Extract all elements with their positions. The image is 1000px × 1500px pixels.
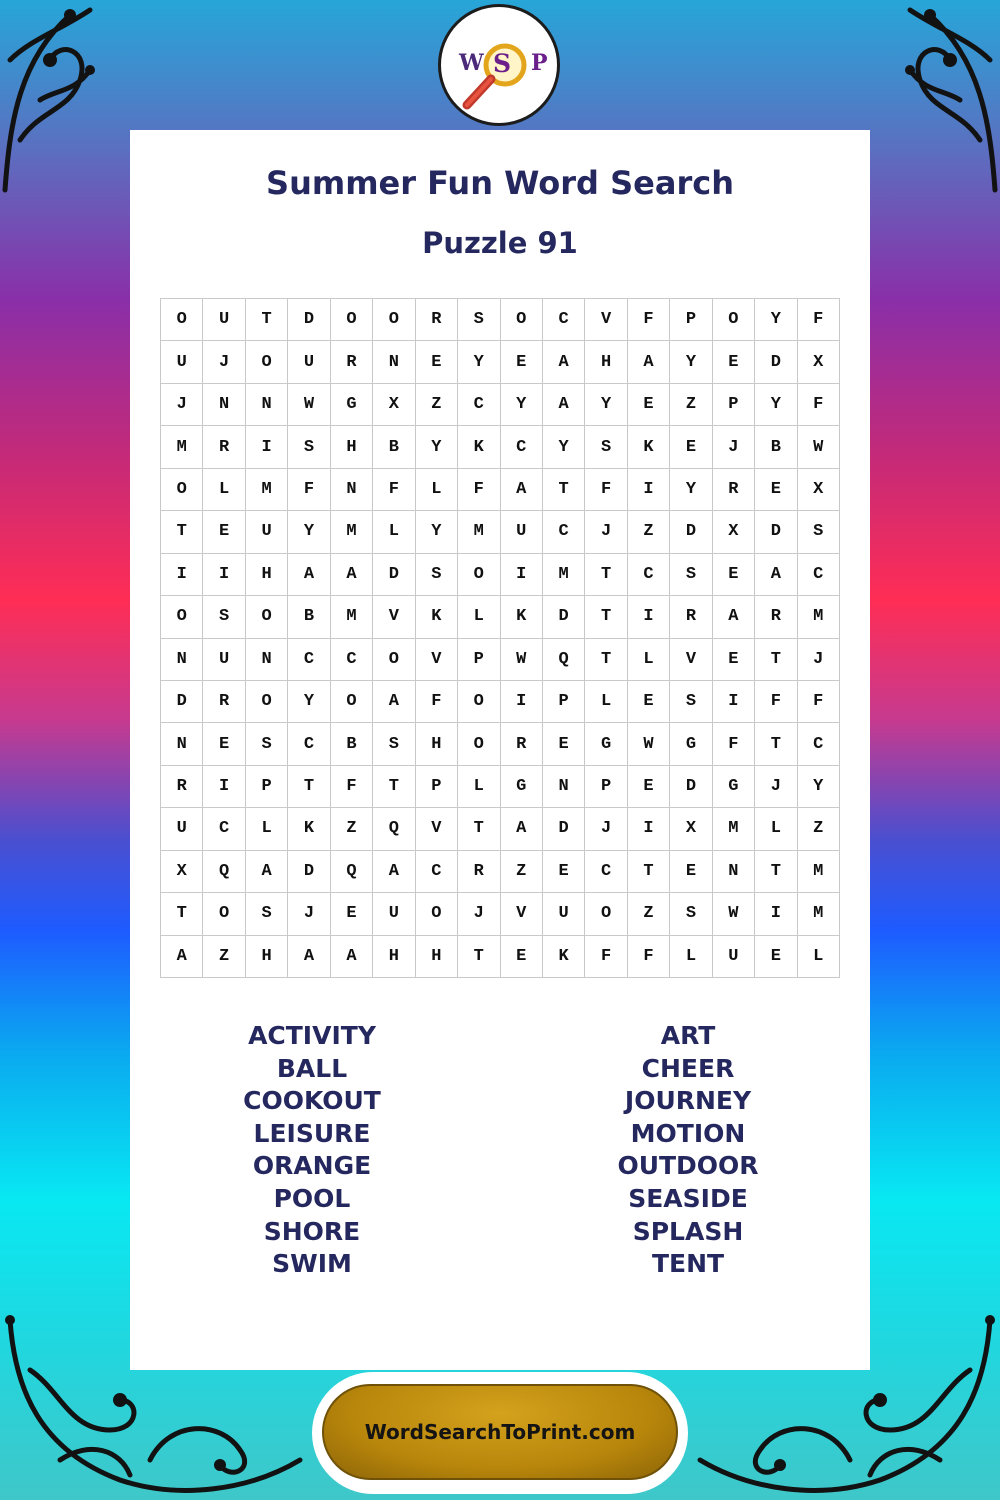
grid-cell[interactable]: S — [288, 426, 330, 468]
grid-cell[interactable]: L — [670, 936, 712, 978]
grid-cell[interactable]: J — [755, 766, 797, 808]
grid-cell[interactable]: T — [458, 936, 500, 978]
grid-cell[interactable]: W — [288, 384, 330, 426]
grid-cell[interactable]: I — [203, 766, 245, 808]
grid-cell[interactable]: L — [585, 681, 627, 723]
grid-cell[interactable]: N — [246, 639, 288, 681]
grid-cell[interactable]: V — [501, 893, 543, 935]
grid-cell[interactable]: G — [331, 384, 373, 426]
grid-cell[interactable]: B — [755, 426, 797, 468]
grid-cell[interactable]: E — [670, 851, 712, 893]
puzzle-number: Puzzle 91 — [422, 226, 578, 260]
grid-cell[interactable]: W — [713, 893, 755, 935]
grid-cell[interactable]: R — [416, 299, 458, 341]
grid-cell[interactable]: T — [246, 299, 288, 341]
grid-cell[interactable]: W — [798, 426, 840, 468]
grid-cell[interactable]: G — [713, 766, 755, 808]
grid-cell[interactable]: U — [288, 341, 330, 383]
grid-cell[interactable]: L — [416, 469, 458, 511]
grid-cell[interactable]: X — [713, 511, 755, 553]
grid-cell[interactable]: Y — [755, 384, 797, 426]
word-list-item: SEASIDE — [628, 1183, 748, 1213]
grid-cell[interactable]: N — [203, 384, 245, 426]
grid-cell[interactable]: O — [458, 681, 500, 723]
grid-cell[interactable]: U — [246, 511, 288, 553]
logo-letter-s: S — [493, 49, 512, 78]
grid-cell[interactable]: C — [543, 299, 585, 341]
grid-cell[interactable]: H — [416, 723, 458, 765]
grid-cell[interactable]: O — [458, 723, 500, 765]
grid-cell[interactable]: M — [798, 893, 840, 935]
grid-cell[interactable]: C — [458, 384, 500, 426]
grid-cell[interactable]: O — [246, 596, 288, 638]
grid-cell[interactable]: K — [288, 808, 330, 850]
grid-cell[interactable]: A — [288, 936, 330, 978]
grid-cell[interactable]: C — [288, 639, 330, 681]
grid-cell[interactable]: A — [288, 554, 330, 596]
grid-cell[interactable]: Y — [755, 299, 797, 341]
grid-cell[interactable]: N — [331, 469, 373, 511]
grid-cell[interactable]: J — [458, 893, 500, 935]
grid-cell[interactable]: J — [798, 639, 840, 681]
grid-cell[interactable]: R — [203, 681, 245, 723]
grid-cell[interactable]: T — [755, 639, 797, 681]
grid-cell[interactable]: Z — [628, 893, 670, 935]
grid-cell[interactable]: O — [331, 299, 373, 341]
grid-cell[interactable]: U — [373, 893, 415, 935]
word-list-item: MOTION — [630, 1118, 746, 1148]
grid-cell[interactable]: L — [755, 808, 797, 850]
grid-cell[interactable]: E — [501, 341, 543, 383]
grid-cell[interactable]: F — [798, 384, 840, 426]
word-list-item: SPLASH — [632, 1216, 744, 1246]
grid-cell[interactable]: L — [246, 808, 288, 850]
grid-cell[interactable]: F — [798, 681, 840, 723]
grid-cell[interactable]: O — [373, 299, 415, 341]
grid-cell[interactable]: M — [543, 554, 585, 596]
grid-cell[interactable]: Q — [373, 808, 415, 850]
grid-cell[interactable]: D — [670, 511, 712, 553]
grid-cell[interactable]: C — [203, 808, 245, 850]
grid-cell[interactable]: O — [246, 341, 288, 383]
grid-cell[interactable]: I — [628, 596, 670, 638]
grid-cell[interactable]: W — [628, 723, 670, 765]
grid-cell[interactable]: A — [373, 681, 415, 723]
grid-cell[interactable]: I — [501, 554, 543, 596]
grid-cell[interactable]: I — [755, 893, 797, 935]
grid-cell[interactable]: C — [798, 723, 840, 765]
grid-cell[interactable]: J — [161, 384, 203, 426]
grid-cell[interactable]: A — [373, 851, 415, 893]
grid-cell[interactable]: P — [670, 299, 712, 341]
grid-cell[interactable]: N — [246, 384, 288, 426]
grid-cell[interactable]: R — [458, 851, 500, 893]
grid-cell[interactable]: E — [543, 723, 585, 765]
grid-cell[interactable]: E — [416, 341, 458, 383]
grid-cell[interactable]: S — [670, 554, 712, 596]
grid-cell[interactable]: I — [161, 554, 203, 596]
grid-cell[interactable]: O — [501, 299, 543, 341]
grid-cell[interactable]: T — [585, 554, 627, 596]
grid-cell[interactable]: X — [798, 469, 840, 511]
grid-cell[interactable]: O — [373, 639, 415, 681]
grid-cell[interactable]: E — [755, 936, 797, 978]
grid-cell[interactable]: C — [628, 554, 670, 596]
grid-cell[interactable]: Y — [585, 384, 627, 426]
grid-cell[interactable]: E — [203, 511, 245, 553]
word-list-item: COOKOUT — [243, 1086, 381, 1116]
grid-cell[interactable]: F — [331, 766, 373, 808]
grid-cell[interactable]: V — [670, 639, 712, 681]
grid-cell[interactable]: T — [161, 511, 203, 553]
grid-cell[interactable]: T — [458, 808, 500, 850]
grid-cell[interactable]: E — [713, 554, 755, 596]
grid-cell[interactable]: V — [373, 596, 415, 638]
grid-cell[interactable]: O — [203, 893, 245, 935]
grid-cell[interactable]: F — [798, 299, 840, 341]
grid-cell[interactable]: T — [288, 766, 330, 808]
grid-cell[interactable]: K — [543, 936, 585, 978]
page-title: Summer Fun Word Search — [266, 164, 734, 202]
grid-cell[interactable]: S — [670, 681, 712, 723]
grid-cell[interactable]: S — [246, 893, 288, 935]
grid-cell[interactable]: L — [628, 639, 670, 681]
site-logo[interactable] — [438, 4, 560, 126]
grid-cell[interactable]: M — [331, 511, 373, 553]
grid-cell[interactable]: O — [458, 554, 500, 596]
grid-cell[interactable]: L — [458, 766, 500, 808]
website-badge — [312, 1372, 688, 1494]
grid-cell[interactable]: Y — [288, 511, 330, 553]
grid-cell[interactable]: Z — [501, 851, 543, 893]
grid-cell[interactable]: P — [246, 766, 288, 808]
grid-cell[interactable]: Y — [288, 681, 330, 723]
grid-cell[interactable]: V — [416, 639, 458, 681]
grid-cell[interactable]: A — [713, 596, 755, 638]
grid-cell[interactable]: E — [713, 341, 755, 383]
grid-cell[interactable]: M — [331, 596, 373, 638]
grid-cell[interactable]: M — [246, 469, 288, 511]
grid-cell[interactable]: I — [713, 681, 755, 723]
grid-cell[interactable]: Y — [416, 511, 458, 553]
grid-cell[interactable]: F — [713, 723, 755, 765]
grid-cell[interactable]: Y — [501, 384, 543, 426]
grid-cell[interactable]: N — [161, 723, 203, 765]
grid-cell[interactable]: A — [501, 469, 543, 511]
grid-cell[interactable]: P — [713, 384, 755, 426]
grid-cell[interactable]: S — [585, 426, 627, 468]
grid-cell[interactable]: E — [628, 681, 670, 723]
grid-cell[interactable]: E — [670, 426, 712, 468]
grid-cell[interactable]: M — [798, 596, 840, 638]
grid-cell[interactable]: S — [798, 511, 840, 553]
grid-cell[interactable]: A — [628, 341, 670, 383]
grid-cell[interactable]: E — [203, 723, 245, 765]
grid-cell[interactable]: O — [713, 299, 755, 341]
grid-cell[interactable]: O — [161, 596, 203, 638]
grid-cell[interactable]: Y — [670, 341, 712, 383]
grid-cell[interactable]: D — [161, 681, 203, 723]
grid-cell[interactable]: F — [373, 469, 415, 511]
grid-cell[interactable]: J — [713, 426, 755, 468]
grid-cell[interactable]: S — [458, 299, 500, 341]
grid-cell[interactable]: Z — [670, 384, 712, 426]
grid-cell[interactable]: R — [501, 723, 543, 765]
grid-cell[interactable]: K — [416, 596, 458, 638]
grid-cell[interactable]: O — [331, 681, 373, 723]
word-list-right — [528, 1020, 848, 1281]
grid-cell[interactable]: T — [585, 639, 627, 681]
grid-cell[interactable]: Z — [798, 808, 840, 850]
grid-cell[interactable]: O — [585, 893, 627, 935]
grid-cell[interactable]: U — [161, 808, 203, 850]
grid-cell[interactable]: D — [373, 554, 415, 596]
word-list-item: POOL — [273, 1183, 351, 1213]
grid-cell[interactable]: E — [628, 384, 670, 426]
grid-cell[interactable]: H — [585, 341, 627, 383]
grid-cell[interactable]: N — [373, 341, 415, 383]
word-list-item: JOURNEY — [624, 1086, 752, 1116]
grid-cell[interactable]: V — [416, 808, 458, 850]
grid-cell[interactable]: Y — [670, 469, 712, 511]
website-button[interactable] — [322, 1384, 678, 1480]
grid-cell[interactable]: H — [246, 554, 288, 596]
word-list-item: BALL — [276, 1053, 348, 1083]
grid-cell[interactable]: F — [755, 681, 797, 723]
grid-cell[interactable]: K — [628, 426, 670, 468]
grid-cell[interactable]: M — [458, 511, 500, 553]
grid-cell[interactable]: F — [628, 936, 670, 978]
grid-cell[interactable]: V — [585, 299, 627, 341]
grid-cell[interactable]: D — [543, 808, 585, 850]
grid-cell[interactable]: T — [161, 893, 203, 935]
grid-cell[interactable]: Z — [203, 936, 245, 978]
word-list-item: SWIM — [272, 1249, 352, 1279]
grid-cell[interactable]: Y — [458, 341, 500, 383]
grid-cell[interactable]: A — [755, 554, 797, 596]
letter-grid — [160, 298, 840, 978]
grid-cell[interactable]: R — [713, 469, 755, 511]
grid-cell[interactable]: L — [373, 511, 415, 553]
grid-cell[interactable]: K — [501, 596, 543, 638]
grid-cell[interactable]: C — [501, 426, 543, 468]
word-list-item: LEISURE — [253, 1118, 371, 1148]
grid-cell[interactable]: A — [543, 384, 585, 426]
grid-cell[interactable]: D — [755, 511, 797, 553]
grid-cell[interactable]: X — [161, 851, 203, 893]
grid-cell[interactable]: R — [755, 596, 797, 638]
grid-cell[interactable]: H — [331, 426, 373, 468]
grid-cell[interactable]: F — [416, 681, 458, 723]
grid-cell[interactable]: P — [543, 681, 585, 723]
grid-cell[interactable]: Z — [416, 384, 458, 426]
grid-cell[interactable]: A — [161, 936, 203, 978]
grid-cell[interactable]: U — [543, 893, 585, 935]
grid-cell[interactable]: E — [543, 851, 585, 893]
word-list-item: TENT — [651, 1249, 725, 1279]
grid-cell[interactable]: H — [416, 936, 458, 978]
grid-cell[interactable]: U — [713, 936, 755, 978]
grid-cell[interactable]: R — [331, 341, 373, 383]
grid-cell[interactable]: J — [585, 808, 627, 850]
grid-cell[interactable]: D — [755, 341, 797, 383]
grid-cell[interactable]: T — [543, 469, 585, 511]
grid-cell[interactable]: Y — [543, 426, 585, 468]
grid-cell[interactable]: C — [416, 851, 458, 893]
grid-cell[interactable]: K — [458, 426, 500, 468]
grid-cell[interactable]: U — [203, 299, 245, 341]
website-label: WordSearchToPrint.com — [364, 1420, 636, 1444]
grid-cell[interactable]: A — [331, 554, 373, 596]
grid-cell[interactable]: X — [798, 341, 840, 383]
grid-cell[interactable]: O — [246, 681, 288, 723]
grid-cell[interactable]: D — [543, 596, 585, 638]
grid-cell[interactable]: Q — [543, 639, 585, 681]
grid-cell[interactable]: E — [755, 469, 797, 511]
grid-cell[interactable]: M — [161, 426, 203, 468]
grid-cell[interactable]: A — [331, 936, 373, 978]
grid-cell[interactable]: R — [161, 766, 203, 808]
grid-cell[interactable]: M — [798, 851, 840, 893]
grid-cell[interactable]: T — [628, 851, 670, 893]
grid-cell[interactable]: C — [585, 851, 627, 893]
grid-cell[interactable]: H — [246, 936, 288, 978]
grid-cell[interactable]: B — [288, 596, 330, 638]
grid-cell[interactable]: S — [373, 723, 415, 765]
grid-cell[interactable]: F — [458, 469, 500, 511]
grid-cell[interactable]: C — [331, 639, 373, 681]
logo-letter-p: P — [531, 50, 548, 76]
grid-cell[interactable]: T — [373, 766, 415, 808]
word-list-item: OUTDOOR — [617, 1151, 759, 1181]
grid-cell[interactable]: S — [416, 554, 458, 596]
grid-cell[interactable]: I — [203, 554, 245, 596]
grid-cell[interactable]: D — [288, 299, 330, 341]
word-list-item: ART — [660, 1021, 716, 1050]
grid-cell[interactable]: N — [161, 639, 203, 681]
grid-cell[interactable]: G — [501, 766, 543, 808]
grid-cell[interactable]: C — [288, 723, 330, 765]
grid-cell[interactable]: R — [203, 426, 245, 468]
grid-cell[interactable]: F — [628, 299, 670, 341]
grid-cell[interactable]: X — [373, 384, 415, 426]
grid-cell[interactable]: P — [416, 766, 458, 808]
grid-cell[interactable]: Y — [416, 426, 458, 468]
grid-cell[interactable]: H — [373, 936, 415, 978]
grid-cell[interactable]: O — [161, 299, 203, 341]
grid-cell[interactable]: D — [670, 766, 712, 808]
grid-cell[interactable]: I — [246, 426, 288, 468]
grid-cell[interactable]: T — [585, 596, 627, 638]
grid-cell[interactable]: M — [713, 808, 755, 850]
word-list-item: ACTIVITY — [248, 1021, 376, 1050]
grid-cell[interactable]: O — [416, 893, 458, 935]
grid-cell[interactable]: Z — [331, 808, 373, 850]
grid-cell[interactable]: T — [755, 723, 797, 765]
logo-letter-w: W — [459, 50, 484, 76]
grid-cell[interactable]: Z — [628, 511, 670, 553]
grid-cell[interactable]: E — [628, 766, 670, 808]
grid-cell[interactable]: D — [288, 851, 330, 893]
grid-cell[interactable]: U — [203, 639, 245, 681]
grid-cell[interactable]: F — [585, 469, 627, 511]
word-list-item: CHEER — [641, 1053, 735, 1083]
grid-cell[interactable]: C — [543, 511, 585, 553]
grid-cell[interactable]: S — [203, 596, 245, 638]
grid-cell[interactable]: L — [203, 469, 245, 511]
grid-cell[interactable]: J — [288, 893, 330, 935]
grid-cell[interactable]: E — [331, 893, 373, 935]
grid-cell[interactable]: E — [713, 639, 755, 681]
grid-cell[interactable]: X — [670, 808, 712, 850]
grid-cell[interactable]: A — [246, 851, 288, 893]
grid-cell[interactable]: T — [755, 851, 797, 893]
grid-cell[interactable]: Q — [331, 851, 373, 893]
grid-cell[interactable]: C — [798, 554, 840, 596]
grid-cell[interactable]: F — [585, 936, 627, 978]
grid-cell[interactable]: W — [501, 639, 543, 681]
grid-cell[interactable]: Q — [203, 851, 245, 893]
grid-cell[interactable]: J — [585, 511, 627, 553]
grid-cell[interactable]: S — [246, 723, 288, 765]
grid-cell[interactable]: E — [501, 936, 543, 978]
grid-cell[interactable]: U — [161, 341, 203, 383]
word-list-left — [152, 1020, 472, 1281]
word-list-item: SHORE — [263, 1216, 361, 1246]
grid-cell[interactable]: B — [373, 426, 415, 468]
grid-cell[interactable]: I — [501, 681, 543, 723]
grid-cell[interactable]: A — [543, 341, 585, 383]
grid-cell[interactable]: J — [203, 341, 245, 383]
grid-cell[interactable]: S — [670, 893, 712, 935]
grid-cell[interactable]: L — [798, 936, 840, 978]
grid-cell[interactable]: P — [585, 766, 627, 808]
grid-cell[interactable]: G — [585, 723, 627, 765]
grid-cell[interactable]: R — [670, 596, 712, 638]
grid-cell[interactable]: G — [670, 723, 712, 765]
grid-cell[interactable]: N — [713, 851, 755, 893]
grid-cell[interactable]: A — [501, 808, 543, 850]
grid-cell[interactable]: P — [458, 639, 500, 681]
grid-cell[interactable]: N — [543, 766, 585, 808]
grid-cell[interactable]: L — [458, 596, 500, 638]
grid-cell[interactable]: B — [331, 723, 373, 765]
grid-cell[interactable]: U — [501, 511, 543, 553]
grid-cell[interactable]: Y — [798, 766, 840, 808]
grid-cell[interactable]: F — [288, 469, 330, 511]
grid-cell[interactable]: I — [628, 808, 670, 850]
grid-cell[interactable]: O — [161, 469, 203, 511]
grid-cell[interactable]: I — [628, 469, 670, 511]
word-list-item: ORANGE — [252, 1151, 372, 1181]
